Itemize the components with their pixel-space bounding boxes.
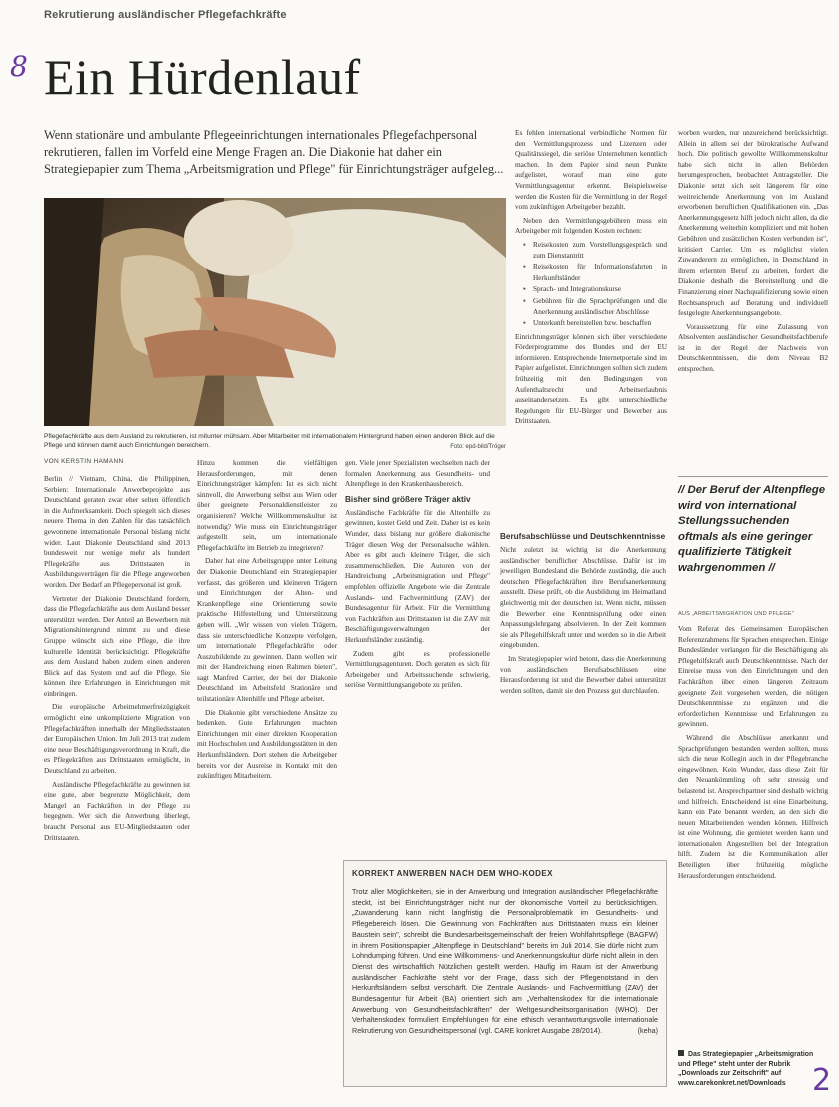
handwritten-page-mark: 8 — [10, 50, 28, 83]
list-item: ▪ Reisekosten zum Vorstellungsgespräch und zum Dienstantritt — [525, 240, 667, 261]
infobox-title: KORREKT ANWERBEN NACH DEM WHO-KODEX — [352, 869, 553, 878]
author-byline: VON KERSTIN HAMANN — [44, 458, 124, 465]
paragraph: Die europäische Arbeitnehmerfreizügigkeit ermöglicht eine unkomplizierte Migration von Pflegefachkräften innerhalb der Mitgliedsstaaten der Europäischen Union. Im Juli 2013 trat zudem eine neue Beschäftigungsverordnung in Kraft, die es Pflegekräften aus Drittstaaten ermöglicht, in Deutschland zu arbeiten. — [44, 702, 190, 776]
quote-source: AUS „ARBEITSMIGRATION UND PFLEGE" — [678, 611, 795, 617]
paragraph: Vertreter der Diakonie Deutschland fordern, dass die Pflegefachkräfte aus dem Ausland besser unterstützt werden. Der Anteil an Bewerbern mit Migrationshintergrund nimmt zu und diese Gruppe wünscht sich eine Pflege, die ihre kulturelle Identität berücksichtigt. Pflegekräfte aus dem Ausland haben zudem einen anderen Blick auf das System und auf die Pflege. Sie können ihre Erfahrungen in Einrichtungen mit einbringen. — [44, 593, 190, 698]
cost-list — [525, 240, 667, 329]
paragraph: gen. Viele jener Spezialisten wechselten nach der formalen Anerkennung aus Gesundheits- und Altenpflege in den Krankenhausbereich. — [345, 458, 490, 489]
article-column-7 — [678, 624, 828, 884]
quote-divider — [678, 476, 828, 477]
paragraph: Berlin // Vietnam, China, die Philippinen, Serbien: Internationale Anwerbeprojekte aus Deutschland geraten zwar eher selten öffentlich in die Aufmerksamkeit. Doch spiegelt sich dieses neuere Thema in den Zahlen für das tatsächlich gewonnene internationale Personal bislang nicht wider. Laut Diakonie Deutschland sind 2013 bundesweit nur wenige mehr als hundert Pflegekräfte aus Drittstaaten in Ausbildungsverträgen für die Pflege angeworben worden. Der Bedarf an Pflegepersonal ist groß. — [44, 474, 190, 589]
paragraph: Voraussetzung für eine Zulassung von Absolventen ausländischer Gesundheitsfachberufe ist in der Regel der Nachweis von Deutschkenntnissen, die dem Niveau B2 entsprechen. — [678, 321, 828, 374]
article-column-6 — [678, 128, 828, 378]
article-title: Ein Hürdenlauf — [44, 49, 361, 105]
paragraph: Die Diakonie gibt verschiedene Ansätze zu bedenken. Gute Erfahrungen machten Einrichtungen mit einer direkten Kooperation mit Hochschulen und Ausbildungsstätten in den Herkunftsländern. Dort stehen die Arbeitgeber bereits vor der Ausreise in Kontakt mit den zukünftigen Mitarbeitern. — [197, 707, 337, 781]
paragraph: Ausländische Pflegefachkräfte zu gewinnen ist eine gute, aber begrenzte Möglichkeit, dem Mangel an Fachkräften in der Pflege zu begegnen. Wer sich die Anwerbung überlegt, braucht Personal aus EU-Mitgliedstaaten oder Drittstaaten. — [44, 779, 190, 842]
download-note — [678, 1050, 818, 1088]
paragraph: Neben den Vermittlungsgebühren muss ein Arbeitgeber mit folgenden Kosten rechnen: — [515, 215, 667, 236]
paragraph: Zudem gibt es professionelle Vermittlungsagenturen. Doch geraten es sich für Arbeitgeber und Arbeitssuchende schwierig, seriöse Vermittlungsangebote zu prüfen. — [345, 648, 490, 690]
article-intro: Wenn stationäre und ambulante Pflegeeinrichtungen internationales Pflegefachpersonal rekrutieren, fallen im Vorfeld eine Menge Fragen an. Die Diakonie hat daher ein Strategiepapier zum Thema „Arbeitsmigration und Pflege" für Einrichtungsträger aufgeleg... — [44, 128, 504, 176]
paragraph: Einrichtungsträger können sich über verschiedene Förderprogramme des Bundes und der EU informieren. Entsprechende Internetportale sind im Papier aufgelistet. Einrichtungen sollten sich zudem frühzeitig mit den Bedingungen von Aufenthaltsrecht und Arbeitserlaubnis auseinandersetzen. Es gibt unterschiedliche Regelungen für EU-Bürger und Bewerber aus Drittstaaten. — [515, 331, 667, 426]
article-column-1 — [44, 474, 190, 846]
square-bullet-icon — [678, 1050, 684, 1056]
infobox-signature: (keha) — [637, 1026, 658, 1036]
pull-quote: // Der Beruf der Altenpflege wird von international Stellungssuchenden oftmals als eine geringer qualifizierte Tätigkeit wahrgenommen // — [678, 484, 826, 574]
list-item: ▪ Sprach- und Integrationskurse — [525, 284, 667, 295]
infobox-text — [352, 887, 658, 1037]
list-item: ▪ Unterkunft bereitstellen bzw. beschaffen — [525, 318, 667, 329]
subheading: Berufsabschlüsse und Deutschkenntnisse — [500, 532, 666, 541]
article-column-3 — [345, 458, 490, 694]
paragraph: Daher hat eine Arbeitsgruppe unter Leitung der Diakonie Deutschland ein Strategiepapier verfasst, das größeren und kleineren Trägern und Einrichtungen der Alten- und Krankenpflege eine Orientierung sowie praktische Hilfestellung und Unterstützung geben will. „Wir wissen von vielen Trägern, dass sie unterschiedliche Konzepte verfolgen, um internationale Pflegefachkräfte oder Auszubildende zu gewinnen. Dann wollen wir mit der Handreichung einen Rahmen bieten", sagt Manfred Carrier, der bei der Diakonie Deutschland im Arbeitsfeld Stationäre und teilstationäre Altenhilfe und Pflege arbeitet. — [197, 556, 337, 704]
article-column-5 — [515, 128, 667, 430]
paragraph: Während die Abschlüsse anerkannt und Sprachprüfungen bestanden werden sollten, muss sich die neue Kollegin auch in der Pflegebranche eingewöhnen. Kein Wunder, dass diese Zeit für den Neuankömmling oft sehr stressig und belastend ist. Ansprechpartner sind deshalb wichtig und hilfreich. Entscheidend ist eine Einarbeitung, kann ein Pate benannt werden, an den sich die neuen Mitarbeitenden wenden können. Hilfreich ist eine Wohnung, die gemietet werden kann und internationalen Angestellten bei der Integration hilft. Zudem ist die Kommunikation aller Beteiligten über frühzeitig mögliche Herausforderungen entscheidend. — [678, 732, 828, 880]
photo-credit: Foto: epd-bild/Tröger — [450, 444, 506, 450]
list-item: ▪ Gebühren für die Sprachprüfungen und die Anerkennung ausländischer Abschlüsse — [525, 296, 667, 317]
paragraph: worben wurden, nur unzureichend berücksichtigt. Allein in allem sei der bürokratische Aufwand hoch. Die politisch gewollte Willkommenskultur habe sich nicht in allen Behörden herumgesprochen, beobachtet Antragsteller. Die Diakonie setzt sich seit längerem für eine weitreichende Anerkennung von im Ausland erworbenen beruflichen Qualifikationen ein. „Das Anerkennungsgesetz hilft jedoch nicht allen, da die Anerkennung weiterhin kompliziert und mit hohen Gebühren und zusätzlichen Kosten verbunden ist", kritisiert Carrier. Um es möglichst vielen Zuwanderern zu ermöglichen, in Deutschland in ihrem erlernten Beruf zu arbeiten, fordert die Diakonie deshalb die Bereitstellung und die Finanzierung einer Nachqualifizierung sowie einen Rechtsanspruch auf Beratung und individuell festgelegte Anerkennungsangebote. — [678, 128, 828, 318]
paragraph: Nicht zuletzt ist wichtig ist die Anerkennung ausländischer beruflicher Abschlüsse. Dafür ist im jeweiligen Bundesland die Behörde zuständig, die auch deutschen Pflegefachkräften ihre Berufsanerkennung ausstellt. Diese prüft, ob die Ausbildung im Heimatland gleichwertig mit der deutschen ist. Wenn nicht, müssen die Bewerber eine Kenntnisprüfung oder einen Anpassungslehrgang absolvieren. In der Zeit kommen sie als Pflegehilfskraft unter und werden so in die Arbeit eingebunden. — [500, 545, 666, 650]
section-kicker: Rekrutierung ausländischer Pflegefachkräfte — [44, 9, 287, 21]
paragraph: Es fehlen international verbindliche Normen für den Vermittlungsprozess und Lizenzen oder Qualitätssiegel, die seriöse Unternehmen kenntlich machen. In dem Papier sind neun Punkte aufgelistet, worauf man eine gute Vermittlungsagentur erkennt. Beispielsweise werden die Kosten für die Vermittlung in der Regel vom zukünftigen Arbeitgeber bezahlt. — [515, 128, 667, 212]
paragraph: Im Strategiepapier wird betont, dass die Anerkennung von ausländischen Berufsabschlüssen eine Herausforderung ist und die Bewerber dabei unterstützt werden sollten, damit sie den Prozess gut durchlaufen. — [500, 653, 666, 695]
subheading: Bisher sind größere Träger aktiv — [345, 494, 471, 504]
who-code-infobox — [343, 860, 667, 1087]
infobox-body: Trotz aller Möglichkeiten, sie in der Anwerbung und Integration ausländischer Pflegefachkräfte steckt, ist bei Einrichtungsträger nicht nur der ökonomische Vorteil zu berücksichtigen. „Zuwanderung kann nicht langfristig die Personalproblematik im Gesundheits- und Pflegebereich lösen. Die Gewinnung von Fachkräften aus Drittstaaten muss ein kleiner Baustein sein", schreibt die Bundesarbeitsgemeinschaft der freien Wohlfahrtspflege (BAGFW) in ihrem Positionspapier „Altenpflege in Deutschland" bereits im Juli 2014. Sie dürfe nicht zum Lohndumping führen. Und eine Willkommens- und Anerkennungskultur dürfe nicht allein in den Dienst des wirtschaftlich Nützlichen gestellt werden. Häufig im Raum ist der Anwerbung ausländischer Fachkräfte steht vor der Frage, dass sich der Pflegenotstand in den Herkunftsländern selbst verschärft. Die Zentrale Auslands- und Fachvermittlung (ZAV) der Bundesagentur für Arbeit (BA) orientiert sich am „Verhaltenskodex für die internationale Anwerbung von Gesundheitsfachkräften" der Weltgesundheitsorganisation (WHO). Der Verhaltenskodex formuliert Empfehlungen für eine ethisch verantwortungsvolle internationale Rekrutierung von Gesundheitspersonal (vgl. CARE konkret Ausgabe 28/2014). — [352, 887, 658, 1036]
photo-illustration — [44, 198, 506, 426]
paragraph: Vom Referat des Gemeinsamen Europäischen Referenzrahmens für Sprachen entsprechen. Einige Bundesländer verlangen für die Beschäftigung als Pflegehilfskraft auch Deutschkenntnisse. Nach der Einreise muss von den Einrichtungen und den Fachkräften über einen längeren Zeitraum geeignete Zeit vorgesehen werden, die nötigen Deutschkenntnisse zu ergänzen und die erforderlichen Kenntnisse und Erfahrungen zu gewinnen. — [678, 624, 828, 729]
handwritten-page-number: 2 — [812, 1063, 832, 1098]
photo-caption: Pflegefachkräfte aus dem Ausland zu rekrutieren, ist mitunter mühsam. Aber Mitarbeiter mit internationalem Hintergrund haben einen anderen Blick auf die Pflege und können damit auch Einrichtungen bereichern. — [44, 433, 495, 449]
article-photo — [44, 198, 506, 426]
paragraph: Ausländische Fachkräfte für die Altenhilfe zu gewinnen, kostet Geld und Zeit. Daher ist es kein Wunder, dass bislang nur größere diakonische Träger diesen Weg der Personalsuche wählen. Aber es gibt auch kleinere Träger, die sich zusammenschließen. Die Autoren von der Handreichung „Arbeitsmigration und Pflege" empfehlen offizielle Angebote wie die Zentrale Auslands- und Fachvermittlung (ZAV) der Bundesagentur für Arbeit. Für die Vermittlung von Fachkräften aus Drittstaaten ist die ZAV mit Beschäftigungsverwaltungen der Herkunftsländer zuständig. — [345, 507, 490, 644]
download-text: Das Strategiepapier „Arbeitsmigration und Pflege" steht unter der Rubrik „Downloads zur Zeitschrift" auf www.carekonkret.net/Downloads — [678, 1051, 814, 1087]
list-item: ▪ Reisekosten für Informationsfahrten in Herkunftsländer — [525, 262, 667, 283]
article-column-4 — [500, 527, 666, 699]
paragraph: Hinzu kommen die vielfältigen Herausforderungen, mit denen Einrichtungsträger kämpfen: Ist es sich nicht sinnvoll, die Anwerbung selbst aus Wien oder über geeignete Personaldienstleister zu organisieren? Welche Willkommenskultur ist notwendig? Wie muss ein Einrichtungsträger aufgestellt sein, um internationale Pflegefachkräfte im Betrieb zu integrieren? — [197, 458, 337, 552]
article-column-2 — [197, 458, 337, 785]
